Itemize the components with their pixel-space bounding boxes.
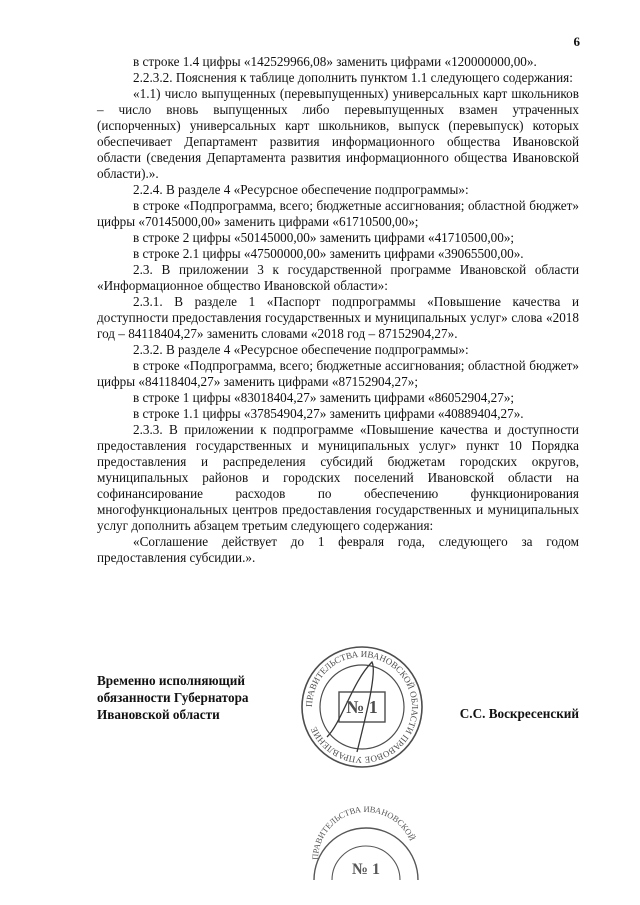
paragraph: в строке 1.4 цифры «142529966,08» заменить цифрами «120000000,00». [133,54,537,69]
paragraph: в строке 2 цифры «50145000,00» заменить цифрами «41710500,00»; [133,230,515,245]
paragraph: 2.3.1. В разделе 1 «Паспорт подпрограммы «Повышение качества и доступности предоставления государственных и муниципальных услуг» слова «2018 год – 84118404,27» заменить словами «2018 год – 87152904,27». [97,294,579,341]
stamp-center-text: № 1 [346,697,378,717]
paragraph: 2.2.3.2. Пояснения к таблице дополнить пунктом 1.1 следующего содержания: [133,70,573,85]
svg-text:ПРАВИТЕЛЬСТВА ИВАНОВСКОЙ [310,804,418,860]
paragraph: 2.3.2. В разделе 4 «Ресурсное обеспечение подпрограммы»: [133,342,469,357]
signatory-title-line: Временно исполняющий [97,673,245,688]
paragraph: в строке 1.1 цифры «37854904,27» заменить цифрами «40889404,27». [133,406,524,421]
paragraph: 2.2.4. В разделе 4 «Ресурсное обеспечение подпрограммы»: [133,182,469,197]
signatory-title-line: Ивановской области [97,707,220,722]
stamp-lower-ring-text: ПРАВИТЕЛЬСТВА ИВАНОВСКОЙ [309,803,418,861]
paragraph: в строке 2.1 цифры «47500000,00» заменить цифрами «39065500,00». [133,246,524,261]
document-body [97,54,579,566]
official-stamp-lower [306,790,426,880]
signatory-title [97,672,249,723]
paragraph: в строке 1 цифры «83018404,27» заменить цифрами «86052904,27»; [133,390,515,405]
paragraph: в строке «Подпрограмма, всего; бюджетные ассигнования; областной бюджет» цифры «84118404,27» заменить цифрами «87152904,27»; [97,358,579,389]
page-number: 6 [573,34,580,49]
stamp-lower-center-text: № 1 [351,861,381,878]
official-stamp [297,642,427,772]
signatory-name: С.С. Воскресенский [459,706,579,721]
stamp-ring-text: ПРАВИТЕЛЬСТВА ИВАНОВСКОЙ ОБЛАСТИ ПРАВОВОЕ УПРАВЛЕНИЕ [303,648,421,766]
signature-block [97,648,579,782]
paragraph: в строке «Подпрограмма, всего; бюджетные ассигнования; областной бюджет» цифры «70145000,00» заменить цифрами «61710500,00»; [97,198,579,229]
paragraph: 2.3.3. В приложении к подпрограмме «Повышение качества и доступности предоставления государственных и муниципальных услуг» пункт 10 Порядка предоставления и распределения субсидий бюджетам городских округов, муниципальных районов и городских поселений Ивановской области на софинансирование расходов по обеспечению функционирования многофункциональных центров предоставления государственных и муниципальных услуг дополнить абзацем третьим следующего содержания: [97,422,579,533]
paragraph: 2.3. В приложении 3 к государственной программе Ивановской области «Информационное общество Ивановской области»: [97,262,579,293]
paragraph: «Соглашение действует до 1 февраля года, следующего за годом предоставления субсидии.». [97,534,579,565]
paragraph: «1.1) число выпущенных (перевыпущенных) универсальных карт школьников – число вновь выпущенных либо перевыпущенных взамен утраченных (испорченных) универсальных карт школьников, выпуск (перевыпуск) которых обеспечивает Департамент развития информационного общества Ивановской области (сведения Департамента развития информационного общества Ивановской области).». [97,86,579,181]
signatory-title-line: обязанности Губернатора [97,690,249,705]
